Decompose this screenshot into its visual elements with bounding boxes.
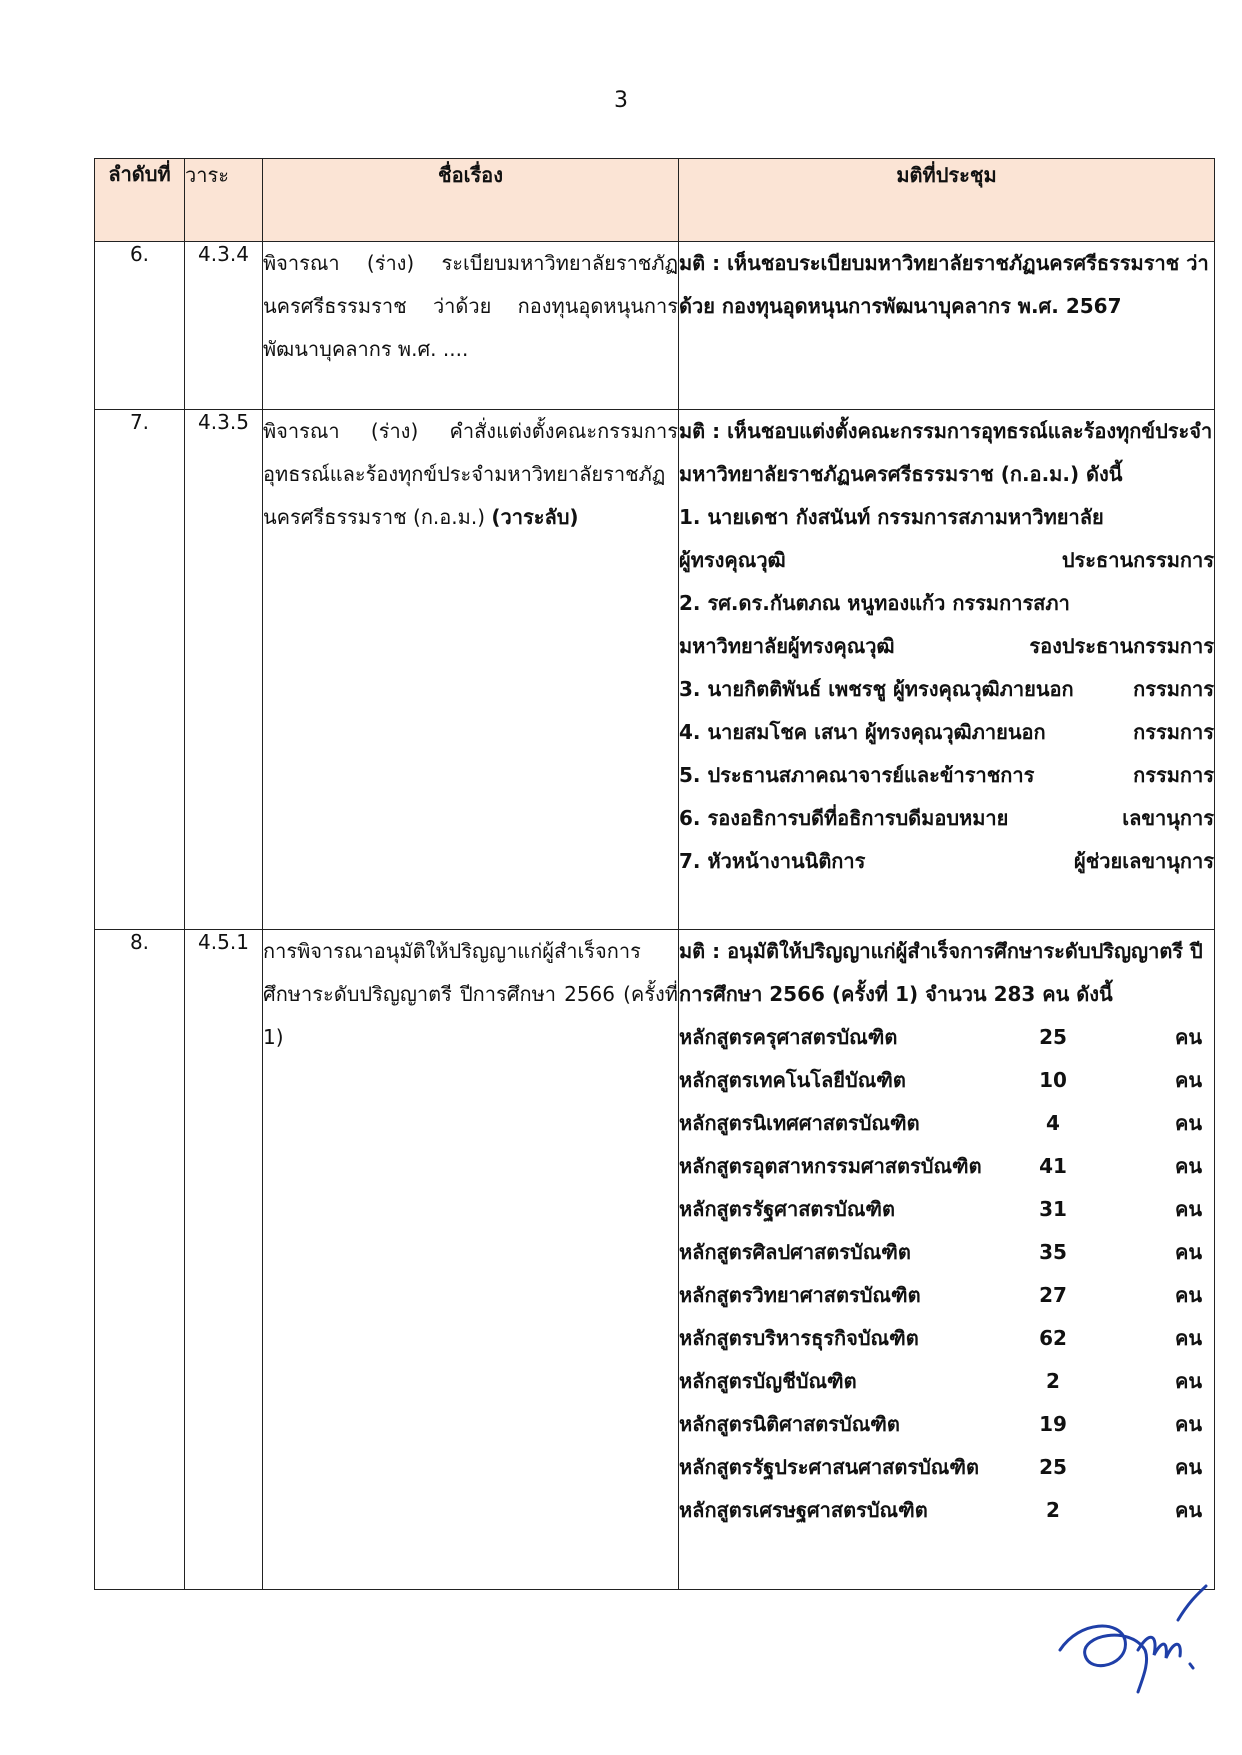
program-item bbox=[679, 1274, 1214, 1317]
program-name: หลักสูตรศิลปศาสตรบัณฑิต bbox=[679, 1240, 911, 1264]
row-topic bbox=[263, 242, 679, 410]
handwritten-signature bbox=[1050, 1580, 1210, 1700]
program-count: 41 bbox=[1039, 1154, 1067, 1178]
program-name: หลักสูตรครุศาสตรบัณฑิต bbox=[679, 1025, 898, 1049]
member-detail: 3. นายกิตติพันธ์ เพชรชู ผู้ทรงคุณวุฒิภายนอก bbox=[679, 677, 1074, 701]
member-item bbox=[679, 539, 1214, 582]
program-unit: คน bbox=[1174, 1111, 1202, 1135]
table-row bbox=[95, 242, 1215, 410]
program-item bbox=[679, 1489, 1214, 1532]
program-count: 25 bbox=[1039, 1025, 1067, 1049]
signature-stroke bbox=[1060, 1586, 1206, 1692]
program-item bbox=[679, 1446, 1214, 1489]
member-item bbox=[679, 625, 1214, 668]
program-item bbox=[679, 1317, 1214, 1360]
row-resolution bbox=[679, 410, 1215, 930]
header-no: ลำดับที่ bbox=[95, 159, 185, 242]
program-name: หลักสูตรนิเทศศาสตรบัณฑิต bbox=[679, 1111, 920, 1135]
row-number: 6. bbox=[95, 242, 185, 410]
program-item bbox=[679, 1016, 1214, 1059]
program-unit: คน bbox=[1174, 1455, 1202, 1479]
member-role: ประธานกรรมการ bbox=[1061, 548, 1214, 572]
member-detail: ผู้ทรงคุณวุฒิ bbox=[679, 548, 786, 572]
member-detail: 4. นายสมโชค เสนา ผู้ทรงคุณวุฒิภายนอก bbox=[679, 720, 1046, 744]
row-topic bbox=[263, 930, 679, 1590]
member-role: ผู้ช่วยเลขานุการ bbox=[1074, 849, 1214, 873]
program-count: 2 bbox=[1046, 1498, 1060, 1522]
program-item bbox=[679, 1360, 1214, 1403]
member-detail: 6. รองอธิการบดีที่อธิการบดีมอบหมาย bbox=[679, 806, 1009, 830]
row-topic-text: พิจารณา (ร่าง) คำสั่งแต่งตั้งคณะกรรมการอุทธรณ์และร้องทุกข์ประจำมหาวิทยาลัยราชภัฏนครศรีธรรมราช (ก.อ.ม.) bbox=[263, 419, 678, 529]
member-role: กรรมการ bbox=[1133, 720, 1214, 744]
program-unit: คน bbox=[1174, 1197, 1202, 1221]
header-topic: ชื่อเรื่อง bbox=[263, 159, 679, 242]
program-name: หลักสูตรเทคโนโลยีบัณฑิต bbox=[679, 1068, 906, 1092]
program-count: 10 bbox=[1039, 1068, 1067, 1092]
program-item bbox=[679, 1102, 1214, 1145]
program-unit: คน bbox=[1174, 1025, 1202, 1049]
program-unit: คน bbox=[1174, 1412, 1202, 1436]
header-resolution: มติที่ประชุม bbox=[679, 159, 1215, 242]
header-agenda: วาระ bbox=[185, 159, 263, 242]
member-role: เลขานุการ bbox=[1122, 806, 1214, 830]
table-row bbox=[95, 930, 1215, 1590]
program-count: 25 bbox=[1039, 1455, 1067, 1479]
table-header-row bbox=[95, 159, 1215, 242]
row-resolution-text: มติ : อนุมัติให้ปริญญาแก่ผู้สำเร็จการศึกษาระดับปริญญาตรี ปีการศึกษา 2566 (ครั้งที่ 1) จำนวน 283 คน ดังนี้ bbox=[679, 939, 1203, 1006]
program-unit: คน bbox=[1174, 1326, 1202, 1350]
member-detail: มหาวิทยาลัยผู้ทรงคุณวุฒิ bbox=[679, 634, 895, 658]
program-unit: คน bbox=[1174, 1369, 1202, 1393]
program-item bbox=[679, 1231, 1214, 1274]
member-item bbox=[679, 797, 1214, 840]
member-item: 1. นายเดชา กังสนันท์ กรรมการสภามหาวิทยาลัย bbox=[679, 505, 1104, 529]
member-item bbox=[679, 754, 1214, 797]
program-item bbox=[679, 1188, 1214, 1231]
program-unit: คน bbox=[1174, 1240, 1202, 1264]
confidential-tag: (วาระลับ) bbox=[491, 505, 579, 529]
program-list bbox=[679, 1016, 1214, 1532]
program-name: หลักสูตรรัฐประศาสนศาสตรบัณฑิต bbox=[679, 1455, 979, 1479]
member-role: กรรมการ bbox=[1133, 763, 1214, 787]
row-agenda: 4.3.4 bbox=[185, 242, 263, 410]
row-number: 7. bbox=[95, 410, 185, 930]
row-agenda: 4.3.5 bbox=[185, 410, 263, 930]
row-resolution bbox=[679, 930, 1215, 1590]
member-list bbox=[679, 496, 1214, 883]
member-role: รองประธานกรรมการ bbox=[1029, 634, 1214, 658]
program-item bbox=[679, 1059, 1214, 1102]
program-name: หลักสูตรอุตสาหกรรมศาสตรบัณฑิต bbox=[679, 1154, 982, 1178]
member-item bbox=[679, 711, 1214, 754]
row-resolution-text: มติ : เห็นชอบระเบียบมหาวิทยาลัยราชภัฏนครศรีธรรมราช ว่าด้วย กองทุนอุดหนุนการพัฒนาบุคลากร พ.ศ. 2567 bbox=[679, 251, 1209, 318]
member-detail: 5. ประธานสภาคณาจารย์และข้าราชการ bbox=[679, 763, 1035, 787]
minutes-table bbox=[94, 158, 1215, 1590]
program-count: 4 bbox=[1046, 1111, 1060, 1135]
row-agenda: 4.5.1 bbox=[185, 930, 263, 1590]
program-count: 27 bbox=[1039, 1283, 1067, 1307]
program-name: หลักสูตรนิติศาสตรบัณฑิต bbox=[679, 1412, 900, 1436]
program-name: หลักสูตรเศรษฐศาสตรบัณฑิต bbox=[679, 1498, 928, 1522]
program-unit: คน bbox=[1174, 1283, 1202, 1307]
member-item: 2. รศ.ดร.กันตภณ หนูทองแก้ว กรรมการสภา bbox=[679, 591, 1070, 615]
program-name: หลักสูตรรัฐศาสตรบัณฑิต bbox=[679, 1197, 895, 1221]
table-row bbox=[95, 410, 1215, 930]
program-unit: คน bbox=[1174, 1498, 1202, 1522]
page-number: 3 bbox=[614, 88, 628, 113]
program-item bbox=[679, 1403, 1214, 1446]
member-item bbox=[679, 668, 1214, 711]
row-topic bbox=[263, 410, 679, 930]
program-unit: คน bbox=[1174, 1068, 1202, 1092]
program-unit: คน bbox=[1174, 1154, 1202, 1178]
program-item bbox=[679, 1145, 1214, 1188]
row-resolution bbox=[679, 242, 1215, 410]
program-name: หลักสูตรบัญชีบัณฑิต bbox=[679, 1369, 857, 1393]
row-topic-text: การพิจารณาอนุมัติให้ปริญญาแก่ผู้สำเร็จการศึกษาระดับปริญญาตรี ปีการศึกษา 2566 (ครั้งที่ 1) bbox=[263, 939, 678, 1049]
row-topic-text: พิจารณา (ร่าง) ระเบียบมหาวิทยาลัยราชภัฏนครศรีธรรมราช ว่าด้วย กองทุนอุดหนุนการพัฒนาบุคลากร พ.ศ. .... bbox=[263, 251, 678, 361]
program-count: 19 bbox=[1039, 1412, 1067, 1436]
program-count: 35 bbox=[1039, 1240, 1067, 1264]
program-name: หลักสูตรวิทยาศาสตรบัณฑิต bbox=[679, 1283, 921, 1307]
program-count: 31 bbox=[1039, 1197, 1067, 1221]
member-item bbox=[679, 840, 1214, 883]
program-count: 2 bbox=[1046, 1369, 1060, 1393]
member-role: กรรมการ bbox=[1133, 677, 1214, 701]
row-resolution-text: มติ : เห็นชอบแต่งตั้งคณะกรรมการอุทธรณ์และร้องทุกข์ประจำมหาวิทยาลัยราชภัฏนครศรีธรรมราช (ก.อ.ม.) ดังนี้ bbox=[679, 419, 1213, 486]
program-count: 62 bbox=[1039, 1326, 1067, 1350]
program-name: หลักสูตรบริหารธุรกิจบัณฑิต bbox=[679, 1326, 919, 1350]
row-number: 8. bbox=[95, 930, 185, 1590]
member-detail: 7. หัวหน้างานนิติการ bbox=[679, 849, 866, 873]
